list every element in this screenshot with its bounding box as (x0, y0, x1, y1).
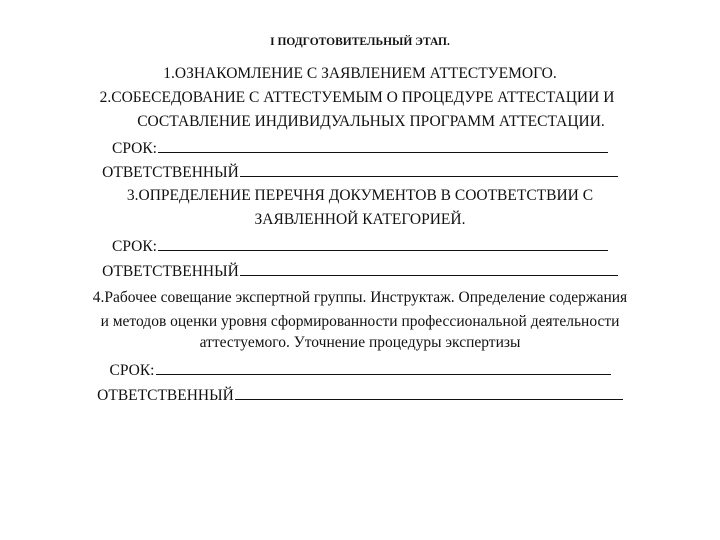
item-3-line-1: 3.ОПРЕДЕЛЕНИЕ ПЕРЕЧНЯ ДОКУМЕНТОВ В СООТВЕТСТВИИ С (126, 187, 594, 204)
deadline-row-1 (0, 138, 720, 159)
deadline-label: СРОК: (112, 140, 157, 157)
item-4-line-2: и методов оценки уровня сформированности профессиональной деятельности (100, 313, 620, 330)
responsible-row-3 (0, 385, 720, 406)
stage-heading: I ПОДГОТОВИТЕЛЬНЫЙ ЭТАП. (270, 36, 450, 48)
item-2-line-2: СОСТАВЛЕНИЕ ИНДИВИДУАЛЬНЫХ ПРОГРАММ АТТЕСТАЦИИ. (137, 113, 605, 130)
deadline-blank (156, 360, 611, 375)
responsible-label: ОТВЕТСТВЕННЫЙ (97, 387, 234, 404)
item-3-line-2: ЗАЯВЛЕННОЙ КАТЕГОРИЕЙ. (254, 211, 466, 228)
deadline-row-3 (0, 360, 720, 381)
responsible-row-2 (0, 261, 720, 282)
responsible-row-1 (0, 162, 720, 183)
deadline-blank (158, 138, 608, 153)
deadline-label: СРОК: (112, 238, 157, 255)
item-4-line-1: 4.Рабочее совещание экспертной группы. Инструктаж. Определение содержания (92, 289, 628, 306)
deadline-label: СРОК: (109, 362, 155, 379)
responsible-label: ОТВЕТСТВЕННЫЙ (102, 164, 239, 181)
item-1-line-1: 1.ОЗНАКОМЛЕНИЕ С ЗАЯВЛЕНИЕМ АТТЕСТУЕМОГО. (163, 65, 557, 82)
responsible-label: ОТВЕТСТВЕННЫЙ (102, 263, 239, 280)
item-2-line-1: 2.СОБЕСЕДОВАНИЕ С АТТЕСТУЕМЫМ О ПРОЦЕДУРЕ АТТЕСТАЦИИ И (99, 89, 615, 106)
responsible-blank (235, 385, 623, 400)
deadline-blank (158, 236, 608, 251)
responsible-blank (240, 261, 618, 276)
deadline-row-2 (0, 236, 720, 257)
item-4-line-3: аттестуемого. Уточнение процедуры экспертизы (199, 334, 521, 351)
responsible-blank (240, 162, 618, 177)
